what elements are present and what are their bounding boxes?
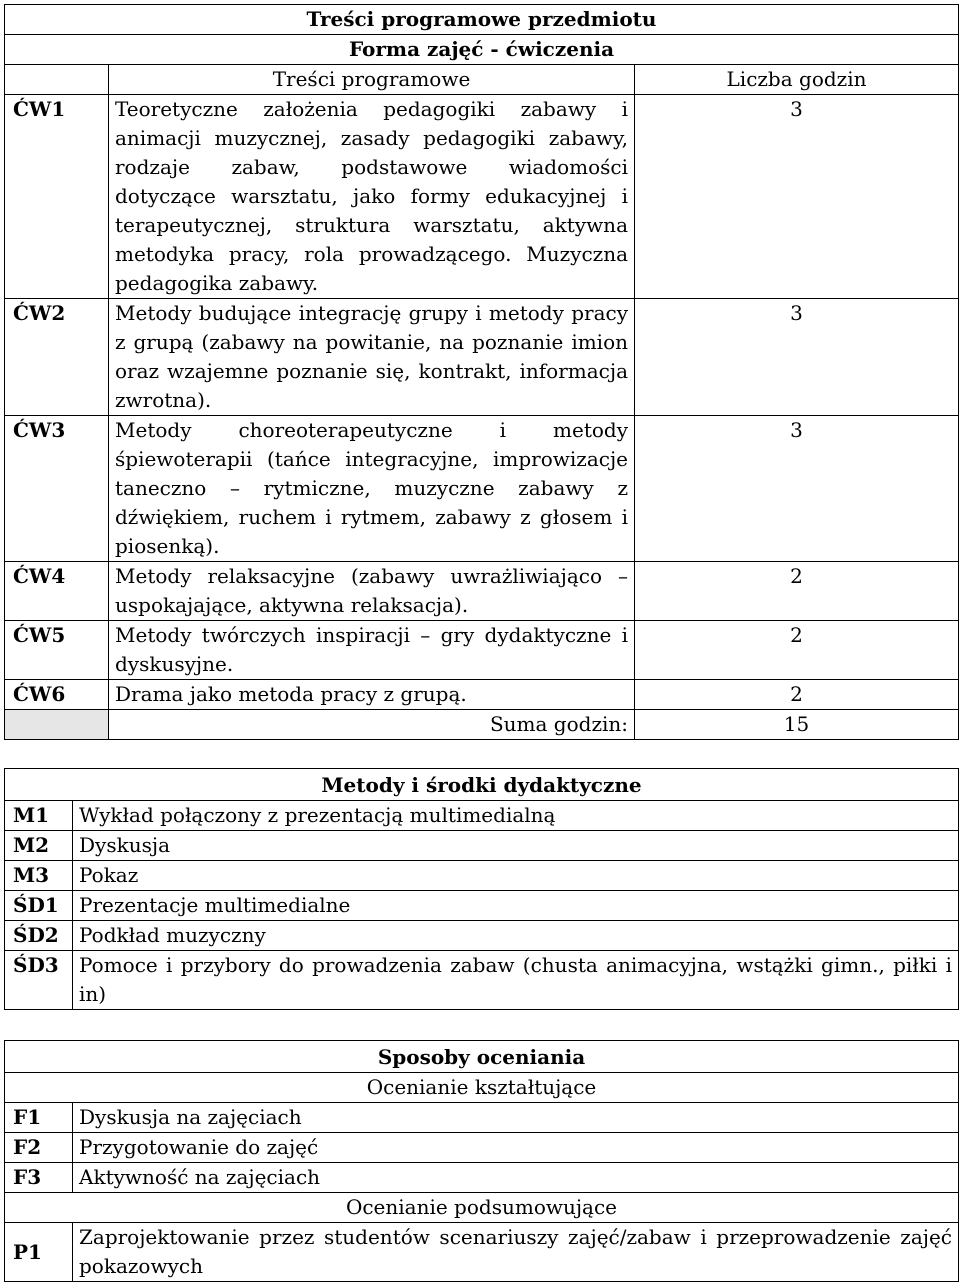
table-row <box>5 1163 959 1193</box>
row-text: Przygotowanie do zajęć <box>73 1133 959 1163</box>
row-text: Prezentacje multimedialne <box>73 891 959 921</box>
row-code: F1 <box>5 1103 73 1133</box>
row-hours: 3 <box>635 95 959 299</box>
row-hours: 2 <box>635 562 959 621</box>
methods-title: Metody i środki dydaktyczne <box>5 769 959 801</box>
table-row <box>5 951 959 1010</box>
table-row <box>5 1133 959 1163</box>
row-code: M1 <box>5 801 73 831</box>
row-code: ĆW4 <box>5 562 109 621</box>
row-code: ĆW6 <box>5 680 109 710</box>
assessment-table <box>4 1040 959 1282</box>
table-row <box>5 1223 959 1282</box>
row-code: F2 <box>5 1133 73 1163</box>
assessment-title: Sposoby oceniania <box>5 1041 959 1073</box>
row-text: Teoretyczne założenia pedagogiki zabawy i animacji muzycznej, zasady pedagogiki zabawy, rodzaje zabaw, podstawowe wiadomości dotyczące warsztatu, jako formy edukacyjnej i terapeutycznej, struktura warsztatu, aktywna metodyka pracy, rola prowadzącego. Muzyczna pedagogika zabawy. <box>109 95 635 299</box>
table-row <box>5 416 959 562</box>
table-row <box>5 861 959 891</box>
program-content-title: Treści programowe przedmiotu <box>5 5 959 35</box>
table-row <box>5 95 959 299</box>
row-hours: 2 <box>635 680 959 710</box>
row-code: ŚD3 <box>5 951 73 1010</box>
table-row <box>5 831 959 861</box>
sum-shaded-cell <box>5 710 109 740</box>
row-code: M3 <box>5 861 73 891</box>
table-row <box>5 921 959 951</box>
row-code: ĆW5 <box>5 621 109 680</box>
row-code: ŚD1 <box>5 891 73 921</box>
methods-table <box>4 768 959 1010</box>
row-text: Dyskusja na zajęciach <box>73 1103 959 1133</box>
header-hours: Liczba godzin <box>635 65 959 95</box>
program-content-table <box>4 4 959 740</box>
row-hours: 3 <box>635 299 959 416</box>
row-code: ĆW1 <box>5 95 109 299</box>
table-row <box>5 891 959 921</box>
row-text: Drama jako metoda pracy z grupą. <box>109 680 635 710</box>
row-code: M2 <box>5 831 73 861</box>
table-row <box>5 801 959 831</box>
table-row <box>5 1103 959 1133</box>
row-text: Dyskusja <box>73 831 959 861</box>
row-text: Metody choreoterapeutyczne i metody śpiewoterapii (tańce integracyjne, improwizacje taneczno – rytmiczne, muzyczne zabawy z dźwiękiem, ruchem i rytmem, zabawy z głosem i piosenką). <box>109 416 635 562</box>
row-text: Wykład połączony z prezentacją multimedialną <box>73 801 959 831</box>
header-program-content: Treści programowe <box>109 65 635 95</box>
row-code: ĆW2 <box>5 299 109 416</box>
row-hours: 2 <box>635 621 959 680</box>
summative-label: Ocenianie podsumowujące <box>5 1193 959 1223</box>
table-row <box>5 299 959 416</box>
row-text: Zaprojektowanie przez studentów scenariuszy zajęć/zabaw i przeprowadzenie zajęć pokazowych <box>73 1223 959 1282</box>
sum-label: Suma godzin: <box>109 710 635 740</box>
header-empty-cell <box>5 65 109 95</box>
class-form-subtitle: Forma zajęć - ćwiczenia <box>5 35 959 65</box>
table-row <box>5 562 959 621</box>
row-text: Aktywność na zajęciach <box>73 1163 959 1193</box>
row-text: Pokaz <box>73 861 959 891</box>
row-text: Pomoce i przybory do prowadzenia zabaw (chusta animacyjna, wstążki gimn., piłki i in) <box>73 951 959 1010</box>
row-code: P1 <box>5 1223 73 1282</box>
row-code: ĆW3 <box>5 416 109 562</box>
row-text: Metody budujące integrację grupy i metody pracy z grupą (zabawy na powitanie, na poznanie imion oraz wzajemne poznanie się, kontrakt, informacja zwrotna). <box>109 299 635 416</box>
table-row <box>5 680 959 710</box>
row-text: Metody relaksacyjne (zabawy uwrażliwiająco – uspokajające, aktywna relaksacja). <box>109 562 635 621</box>
formative-label: Ocenianie kształtujące <box>5 1073 959 1103</box>
row-text: Podkład muzyczny <box>73 921 959 951</box>
table-row <box>5 621 959 680</box>
row-code: ŚD2 <box>5 921 73 951</box>
row-text: Metody twórczych inspiracji – gry dydaktyczne i dyskusyjne. <box>109 621 635 680</box>
row-code: F3 <box>5 1163 73 1193</box>
row-hours: 3 <box>635 416 959 562</box>
sum-value: 15 <box>635 710 959 740</box>
